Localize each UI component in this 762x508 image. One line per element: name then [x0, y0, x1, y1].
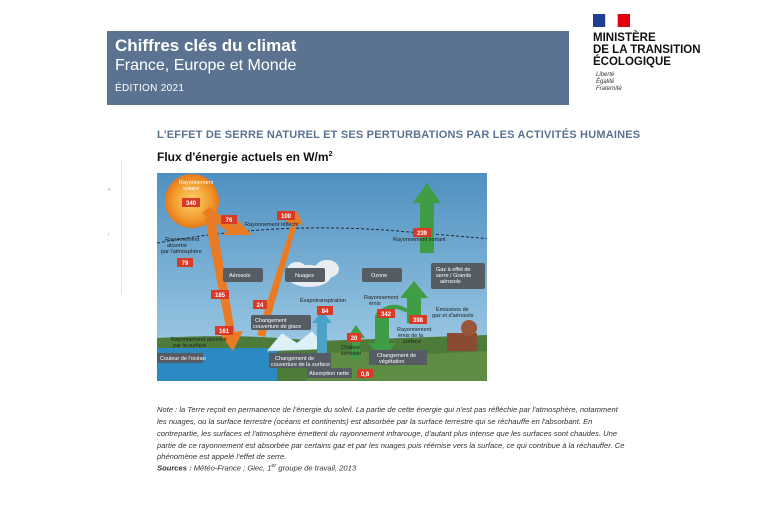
ministry-line-3: ÉCOLOGIQUE: [593, 56, 671, 68]
label-ice-1: Changement: [255, 318, 287, 324]
value-absorbed-atmo: 79: [181, 261, 189, 267]
label-ozone: Ozone: [371, 273, 388, 279]
label-ghg-3: aérosols: [440, 279, 461, 285]
greenhouse-diagram: [157, 173, 487, 381]
label-net: Absorption nette: [309, 371, 350, 377]
value-to-surface: 185: [214, 293, 226, 299]
label-veg-2: végétation: [379, 359, 405, 365]
label-aerosols: Aérosols: [229, 273, 251, 279]
note-line-4: partie de ce rayonnement est absorbée par certains gaz et par les nuages puis réémise vers la surface, ce qui contribue à la réchauffer. Ce: [157, 441, 625, 450]
value-sensible: 20: [350, 336, 358, 342]
label-outgoing: Rayonnement sortant: [393, 237, 446, 243]
label-emitted-atmo-2: émis: [369, 301, 381, 307]
label-emitted-surface-1: Rayonnement: [397, 327, 432, 333]
side-mark-1: e: [108, 187, 111, 193]
label-land-1: Changement de: [275, 356, 315, 362]
label-solar-1: Rayonnement: [179, 180, 214, 186]
label-solar-2: solaire: [183, 186, 200, 192]
label-sensible-1: Chaleur: [341, 345, 361, 351]
republic-flag-icon: [593, 14, 630, 27]
value-emitted-surface: 398: [412, 318, 424, 324]
value-reflected-surface: 24: [256, 303, 264, 309]
value-solar: 340: [185, 201, 197, 207]
label-clouds: Nuages: [295, 273, 314, 279]
label-evapo: Évapotranspiration: [300, 298, 346, 304]
value-absorbed-surface: 161: [218, 329, 230, 335]
page-divider: [121, 160, 122, 294]
ocean: [157, 348, 277, 381]
motto-line-2: Égalité: [596, 79, 615, 85]
label-ghg-1: Gaz à effet de: [436, 267, 471, 273]
value-outgoing: 239: [416, 231, 428, 237]
sources: Sources : Météo-France ; Giec, 1er groupe de travail, 2013: [157, 463, 357, 473]
label-ice-2: couverture de glace: [253, 324, 302, 330]
label-land-2: couverture de la surface: [271, 362, 331, 368]
value-emitted-atmo: 342: [380, 312, 392, 318]
note-line-5: phénomène est appelé l'effet de serre.: [157, 452, 287, 461]
note-line-2: les nuages, ou la surface terrestre (océans et continents) est absorbée par la surface terrestre qui se réchauffe en l'absorbant. En: [157, 417, 593, 426]
motto-line-3: Fraternité: [596, 86, 622, 92]
value-net: 0,6: [360, 372, 370, 378]
motto-line-1: Liberté: [596, 72, 615, 78]
label-reflected: Rayonnement réfléchi: [245, 222, 299, 228]
factory-icon: [447, 333, 477, 351]
label-ocean: Couleur de l'océan: [160, 356, 206, 362]
ministry-line-1: MINISTÈRE: [593, 32, 656, 44]
label-absorbed-atmo-1: Rayonnement: [165, 237, 200, 243]
banner-title: Chiffres clés du climat: [115, 36, 297, 55]
section-title: L'EFFET DE SERRE NATUREL ET SES PERTURBATIONS PAR LES ACTIVITÉS HUMAINES: [157, 129, 641, 141]
label-sensible-2: sensible: [341, 351, 362, 357]
value-reflected-2: 100: [280, 214, 292, 220]
ministry-line-2: DE LA TRANSITION: [593, 44, 701, 56]
banner-edition: ÉDITION 2021: [115, 83, 185, 94]
label-absorbed-surface-2: par la surface: [173, 343, 207, 349]
label-emissions-2: gaz et d'aérosols: [432, 313, 474, 319]
label-absorbed-atmo-2: absorbé: [167, 243, 187, 249]
value-evapo: 84: [321, 309, 329, 315]
label-emitted-atmo-1: Rayonnement: [364, 295, 399, 301]
label-veg-1: Changement de: [377, 353, 417, 359]
banner-subtitle: France, Europe et Monde: [115, 57, 297, 74]
flux-title: Flux d'énergie actuels en $W/m^2$: [157, 150, 333, 164]
value-reflected-1: 76: [225, 218, 233, 224]
label-absorbed-atmo-3: par l'atmosphère: [161, 249, 202, 255]
note-line-1: Note : la Terre reçoit en permanence de l'énergie du soleil. La partie de cette énergie qui n'est pas réfléchie par l'atmosphère, notamment: [157, 405, 618, 414]
note-line-3: contrepartie, les surfaces et l'atmosphère émettent du rayonnement infrarouge, d'autant plus intense que les surfaces sont chaudes. Une: [157, 429, 618, 438]
label-absorbed-surface-1: Rayonnement absorbé: [171, 337, 227, 343]
label-emitted-surface-2: émis de la: [398, 333, 424, 339]
side-mark-2: r: [108, 232, 110, 238]
label-emissions-1: Émissions de: [436, 307, 469, 313]
label-emitted-surface-3: surface: [403, 339, 422, 345]
label-ghg-2: serre / Grands: [436, 273, 472, 279]
